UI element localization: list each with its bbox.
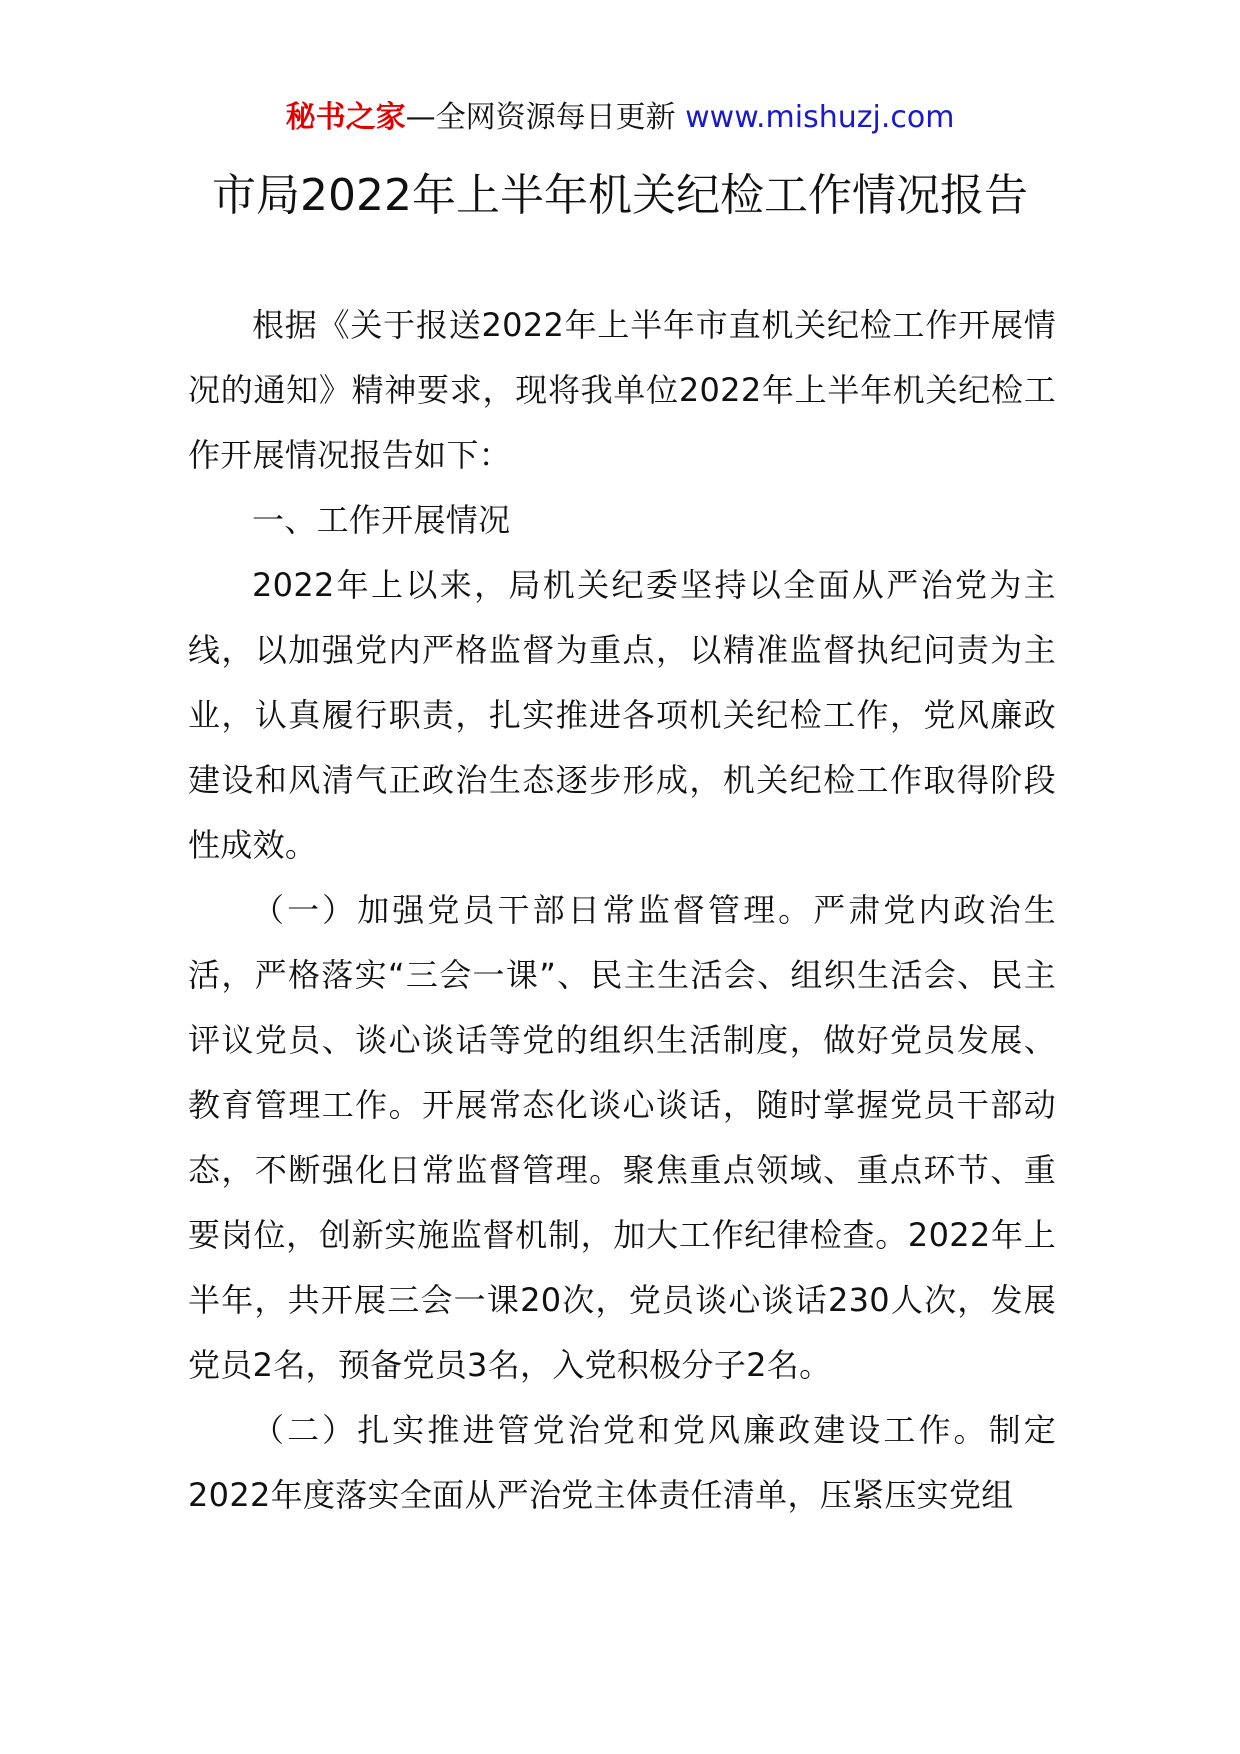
document-title: 市局2022年上半年机关纪检工作情况报告 xyxy=(212,170,1028,221)
paragraph-intro: 根据《关于报送2022年上半年市直机关纪检工作开展情况的通知》精神要求，现将我单位2022年上半年机关纪检工作开展情况报告如下： xyxy=(188,306,1056,474)
watermark-header xyxy=(0,98,1240,138)
document-body xyxy=(188,293,1056,1528)
website-link[interactable]: www.mishuzj.com xyxy=(685,100,955,135)
section-heading: 一、工作开展情况 xyxy=(252,501,511,539)
paragraph-overview: 2022年上以来，局机关纪委坚持以全面从严治党为主线，以加强党内严格监督为重点，以精准监督执纪问责为主业，认真履行职责，扎实推进各项机关纪检工作，党风廉政建设和风清气正政治生态逐步形成，机关纪检工作取得阶段性成效。 xyxy=(188,566,1056,864)
brand-name: 秘书之家 xyxy=(285,100,406,135)
paragraph-item-2: （二）扎实推进管党治党和党风廉政建设工作。制定2022年度落实全面从严治党主体责任清单，压紧压实党组 xyxy=(188,1411,1056,1514)
paragraph-item-1: （一）加强党员干部日常监督管理。严肃党内政治生活，严格落实“三会一课”、民主生活会、组织生活会、民主评议党员、谈心谈话等党的组织生活制度，做好党员发展、教育管理工作。开展常态化谈心谈话，随时掌握党员干部动态，不断强化日常监督管理。聚焦重点领域、重点环节、重要岗位，创新实施监督机制，加大工作纪律检查。2022年上半年，共开展三会一课20次，党员谈心谈话230人次，发展党员2名，预备党员3名，入党积极分子2名。 xyxy=(188,891,1056,1384)
brand-slogan: —全网资源每日更新 xyxy=(405,100,676,135)
